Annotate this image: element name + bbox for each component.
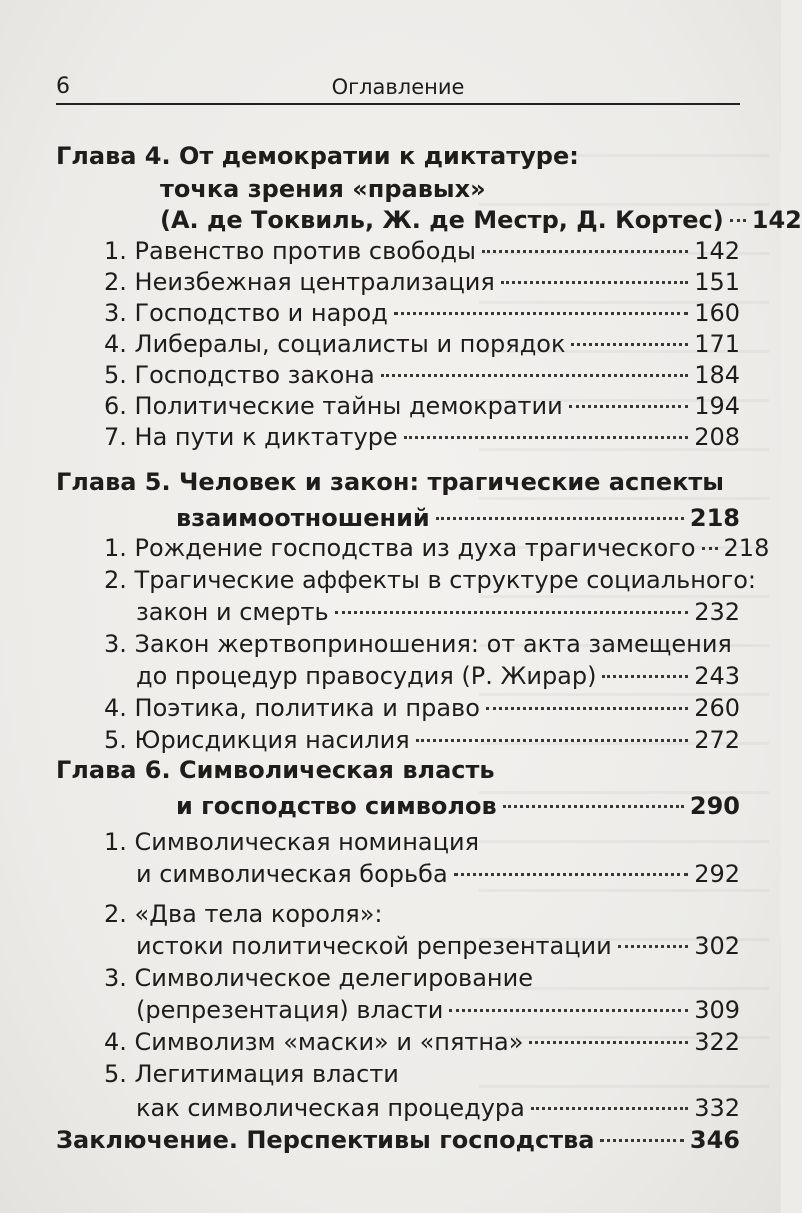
toc-entry-6-1 [136,858,740,890]
toc-entry-5-2 [136,596,740,628]
dot-leader [454,873,689,876]
dot-leader [602,675,688,678]
toc-entry-4-5 [104,359,740,391]
toc-entry-title: 4. Поэтика, политика и право [104,694,480,722]
toc-entry-page: 292 [694,860,740,888]
toc-entry-page: 194 [694,392,740,420]
toc-entry-title: 2. «Два тела короля»: [104,900,383,928]
dot-leader [416,739,688,742]
dot-leader [394,312,688,315]
toc-entry-title: 2. Трагические аффекты в структуре социального: [104,566,756,594]
dot-leader [702,547,718,550]
toc-entry-title-line2: до процедур правосудия (Р. Жирар) [136,662,597,690]
page-number: 6 [56,74,70,99]
toc-entry-page: 160 [694,299,740,327]
toc-entry-4-2 [104,266,740,298]
dot-leader [381,374,688,377]
toc-entry-6-2-line1 [104,898,383,930]
toc-entry-4-6 [104,390,740,422]
toc-chapter-4-title-line2: точка зрения «правых» [160,175,486,203]
toc-chapter-6-title-line2: и господство символов [176,792,497,820]
dot-leader [335,611,689,614]
toc-entry-title-line2: и символическая борьба [136,860,448,888]
dot-leader [436,517,684,520]
toc-conclusion-entry [56,1124,740,1156]
toc-chapter-4-title-line3: (А. де Токвиль, Ж. де Местр, Д. Кортес) [160,206,724,234]
running-title: Оглавление [331,75,465,99]
toc-chapter-4-heading-line2 [160,173,486,205]
toc-chapter-5-title: Глава 5. Человек и закон: трагические аспекты [56,468,724,496]
toc-entry-title-line2: (репрезентация) власти [136,996,444,1024]
toc-entry-title: 5. Господство закона [104,361,375,389]
toc-entry-6-2 [136,930,740,962]
toc-entry-page: 232 [694,598,740,626]
toc-entry-5-4 [104,692,740,724]
toc-entry-page: 243 [694,662,740,690]
toc-entry-title: 6. Политические тайны демократии [104,392,563,420]
toc-entry-page: 322 [694,1028,740,1056]
dot-leader [600,1139,683,1142]
toc-entry-6-5-line1 [104,1058,399,1090]
dot-leader [618,945,688,948]
toc-chapter-5-page: 218 [689,504,740,532]
toc-entry-4-1 [104,235,740,267]
dot-leader [569,405,688,408]
toc-chapter-6-page: 290 [689,792,740,820]
toc-chapter-6-title: Глава 6. Символическая власть [56,756,495,784]
toc-entry-title-line2: как символическая процедура [136,1094,525,1122]
page-header [56,72,740,102]
toc-entry-4-3 [104,297,740,329]
toc-entry-title: 3. Закон жертвоприношения: от акта замещения [104,630,732,658]
toc-entry-5-5 [104,724,740,756]
toc-chapter-5-title-line2: взаимоотношений [176,504,430,532]
toc-entry-5-1 [104,532,770,564]
toc-chapter-6-entry [176,790,740,822]
toc-entry-page: 260 [694,694,740,722]
toc-entry-page: 309 [694,996,740,1024]
toc-chapter-4-entry [160,204,802,236]
dot-leader [571,343,688,346]
dot-leader [404,436,688,439]
toc-entry-page: 142 [694,237,740,265]
toc-conclusion-title: Заключение. Перспективы господства [56,1126,595,1154]
toc-entry-5-3-line1 [104,628,732,660]
toc-entry-page: 208 [694,423,740,451]
toc-entry-6-4 [104,1026,740,1058]
toc-conclusion-page: 346 [689,1126,740,1154]
toc-chapter-4-page: 142 [751,206,802,234]
toc-entry-5-3 [136,660,740,692]
toc-chapter-5-heading [56,466,724,498]
toc-entry-4-7 [104,421,740,453]
toc-entry-6-5 [136,1092,740,1124]
toc-entry-title: 1. Символическая номинация [104,828,480,856]
toc-entry-title: 7. На пути к диктатуре [104,423,398,451]
toc-entry-page: 272 [694,726,740,754]
toc-entry-page: 218 [723,534,770,562]
dot-leader [531,1107,688,1110]
toc-chapter-4-title: Глава 4. От демократии к диктатуре: [56,142,579,170]
toc-chapter-5-entry [176,502,740,534]
toc-entry-title: 3. Господство и народ [104,299,388,327]
toc-entry-page: 171 [694,330,740,358]
toc-entry-title-line2: истоки политической репрезентации [136,932,612,960]
toc-entry-title: 5. Юрисдикция насилия [104,726,410,754]
toc-entry-6-3 [136,994,740,1026]
dot-leader [730,219,746,222]
dot-leader [503,805,684,808]
toc-entry-title: 1. Рождение господства из духа трагического [104,534,696,562]
dot-leader [486,707,688,710]
dot-leader [482,250,688,253]
header-rule [56,103,740,105]
toc-chapter-6-heading [56,754,495,786]
toc-entry-5-2-line1 [104,564,756,596]
toc-entry-page: 151 [694,268,740,296]
toc-entry-4-4 [104,328,740,360]
dot-leader [501,281,688,284]
toc-entry-title: 1. Равенство против свободы [104,237,476,265]
toc-entry-title-line2: закон и смерть [136,598,329,626]
dot-leader [449,1009,688,1012]
toc-entry-title: 4. Символизм «маски» и «пятна» [104,1028,524,1056]
dot-leader [529,1041,688,1044]
toc-entry-6-3-line1 [104,962,533,994]
toc-entry-6-1-line1 [104,826,479,858]
toc-entry-title: 2. Неизбежная централизация [104,268,495,296]
toc-entry-page: 184 [694,361,740,389]
toc-entry-title: 3. Символическое делегирование [104,964,533,992]
toc-entry-page: 332 [694,1094,740,1122]
toc-chapter-4-heading [56,140,579,172]
toc-entry-title: 5. Легитимация власти [104,1060,399,1088]
toc-entry-title: 4. Либералы, социалисты и порядок [104,330,566,358]
toc-entry-page: 302 [694,932,740,960]
